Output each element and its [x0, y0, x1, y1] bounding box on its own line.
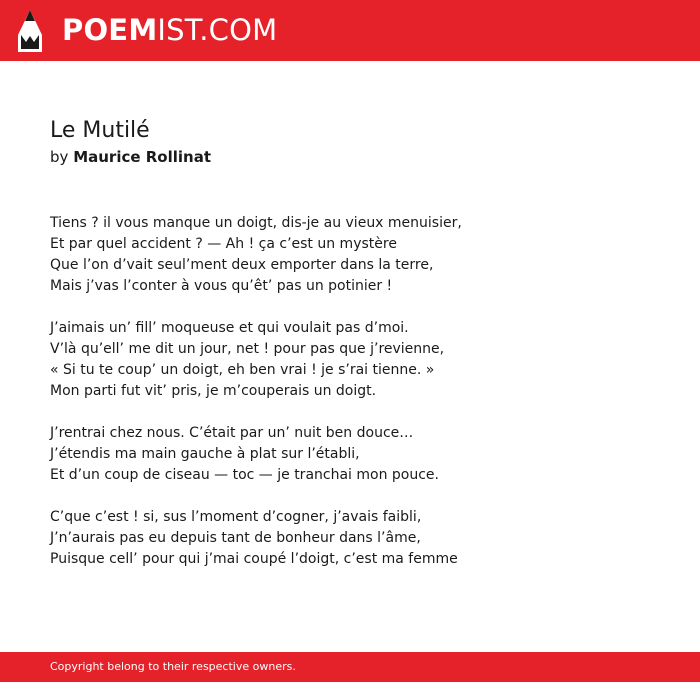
- author-name: Maurice Rollinat: [73, 148, 211, 166]
- poem-line: Et par quel accident ? — Ah ! ça c’est un mystère: [50, 236, 397, 252]
- poem-title: Le Mutilé: [50, 118, 150, 143]
- poem-body: [50, 213, 650, 570]
- poem-line: Tiens ? il vous manque un doigt, dis-je au vieux menuisier,: [50, 215, 462, 231]
- poem-line: « Si tu te coup’ un doigt, eh ben vrai ! je s’rai tienne. »: [50, 362, 435, 378]
- stanza-3: [50, 423, 650, 486]
- site-logo-link[interactable]: [62, 12, 277, 48]
- pencil-icon[interactable]: [17, 9, 43, 53]
- brand-bold-text: POEM: [62, 13, 158, 47]
- poem-line: J’aimais un’ fill’ moqueuse et qui voulait pas d’moi.: [50, 320, 409, 336]
- poem-line: Et d’un coup de ciseau — toc — je tranchai mon pouce.: [50, 467, 439, 483]
- copyright-text: Copyright belong to their respective owners.: [50, 660, 296, 673]
- stanza-2: [50, 318, 650, 402]
- by-label: by: [50, 148, 69, 166]
- byline: [50, 147, 650, 167]
- poem-line: Puisque cell’ pour qui j’mai coupé l’doigt, c’est ma femme: [50, 551, 458, 567]
- poem-line: C’que c’est ! si, sus l’moment d’cogner, j’avais faibli,: [50, 509, 422, 525]
- site-header: [0, 0, 700, 61]
- brand-light-text: IST.COM: [157, 13, 278, 47]
- poem-line: J’n’aurais pas eu depuis tant de bonheur dans l’âme,: [50, 530, 421, 546]
- poem-line: J’rentrai chez nous. C’était par un’ nuit ben douce…: [50, 425, 414, 441]
- poem-line: Que l’on d’vait seul’ment deux emporter dans la terre,: [50, 257, 434, 273]
- stanza-4: [50, 507, 650, 570]
- poem-line: J’étendis ma main gauche à plat sur l’établi,: [50, 446, 360, 462]
- poem-line: Mon parti fut vit’ pris, je m’couperais un doigt.: [50, 383, 377, 399]
- poem-line: Mais j’vas l’conter à vous qu’êt’ pas un potinier !: [50, 278, 393, 294]
- stanza-1: [50, 213, 650, 297]
- poem-line: V’là qu’ell’ me dit un jour, net ! pour pas que j’revienne,: [50, 341, 445, 357]
- site-footer: [0, 652, 700, 682]
- poem-content: [50, 117, 650, 591]
